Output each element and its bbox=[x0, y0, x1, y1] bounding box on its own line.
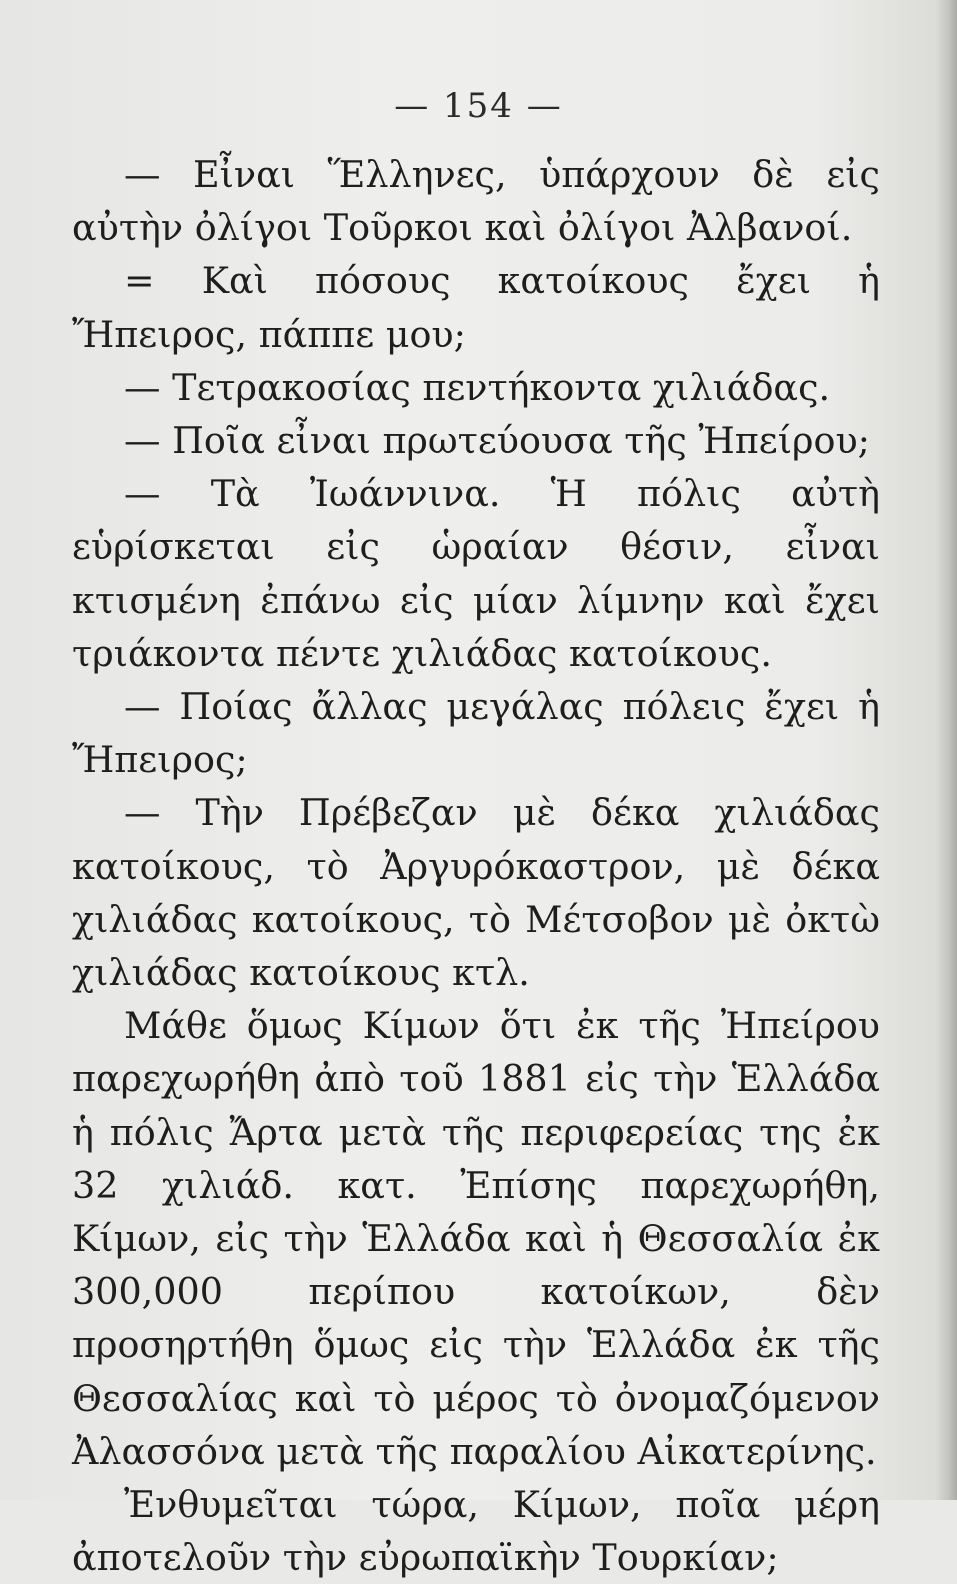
paragraph: Μάθε ὅμως Κίμων ὅτι ἐκ τῆς Ἠπείρου παρεχωρήθη ἀπὸ τοῦ 1881 εἰς τὴν Ἑλλάδα ἡ πόλις Ἄρτα μετὰ τῆς περιφερείας της ἐκ 32 χιλιάδ. κατ. Ἐπίσης παρεχωρήθη, Κίμων, εἰς τὴν Ἑλλάδα καὶ ἡ Θεσσαλία ἐκ 300,000 περίπου κατοίκων, δὲν προσηρτήθη ὅμως εἰς τὴν Ἑλλάδα ἐκ τῆς Θεσσαλίας καὶ τὸ μέρος τὸ ὀνομαζόμενον Ἀλασσόνα μετὰ τῆς παραλίου Αἰκατερίνης. bbox=[72, 1004, 880, 1473]
paragraph: — Τὰ Ἰωάννινα. Ἡ πόλις αὐτὴ εὑρίσκεται εἰς ὡραίαν θέσιν, εἶναι κτισμένη ἐπάνω εἰς μίαν λίμνην καὶ ἔχει τριάκοντα πέντε χιλιάδας κατοίκους. bbox=[72, 472, 880, 675]
page-number: — 154 — bbox=[394, 86, 563, 126]
paragraph: Ἐνθυμεῖται τώρα, Κίμων, ποῖα μέρη ἀποτελοῦν τὴν εὐρωπαϊκὴν Τουρκίαν; bbox=[72, 1483, 880, 1580]
paragraph: — Ποῖα εἶναι πρωτεύουσα τῆς Ἠπείρου; bbox=[124, 419, 870, 463]
paragraph: = Καὶ πόσους κατοίκους ἔχει ἡ Ἤπειρος, πάππε μου; bbox=[72, 259, 880, 356]
paragraph: — Εἶναι Ἕλληνες, ὑπάρχουν δὲ εἰς αὐτὴν ὀλίγοι Τοῦρκοι καὶ ὀλίγοι Ἀλβανοί. bbox=[72, 153, 880, 250]
page-body-text bbox=[72, 148, 880, 1584]
page-edge-shadow bbox=[935, 0, 957, 1500]
paragraph: — Τὴν Πρέβεζαν μὲ δέκα χιλιάδας κατοίκους, τὸ Ἀργυρόκαστρον, μὲ δέκα χιλιάδας κατοίκους, τὸ Μέτσοβον μὲ ὀκτὼ χιλιάδας κατοίκους κτλ. bbox=[72, 791, 880, 995]
paragraph: — Τετρακοσίας πεντήκοντα χιλιάδας. bbox=[124, 365, 831, 409]
paragraph: — Ποίας ἄλλας μεγάλας πόλεις ἔχει ἡ Ἤπειρος; bbox=[72, 685, 880, 782]
